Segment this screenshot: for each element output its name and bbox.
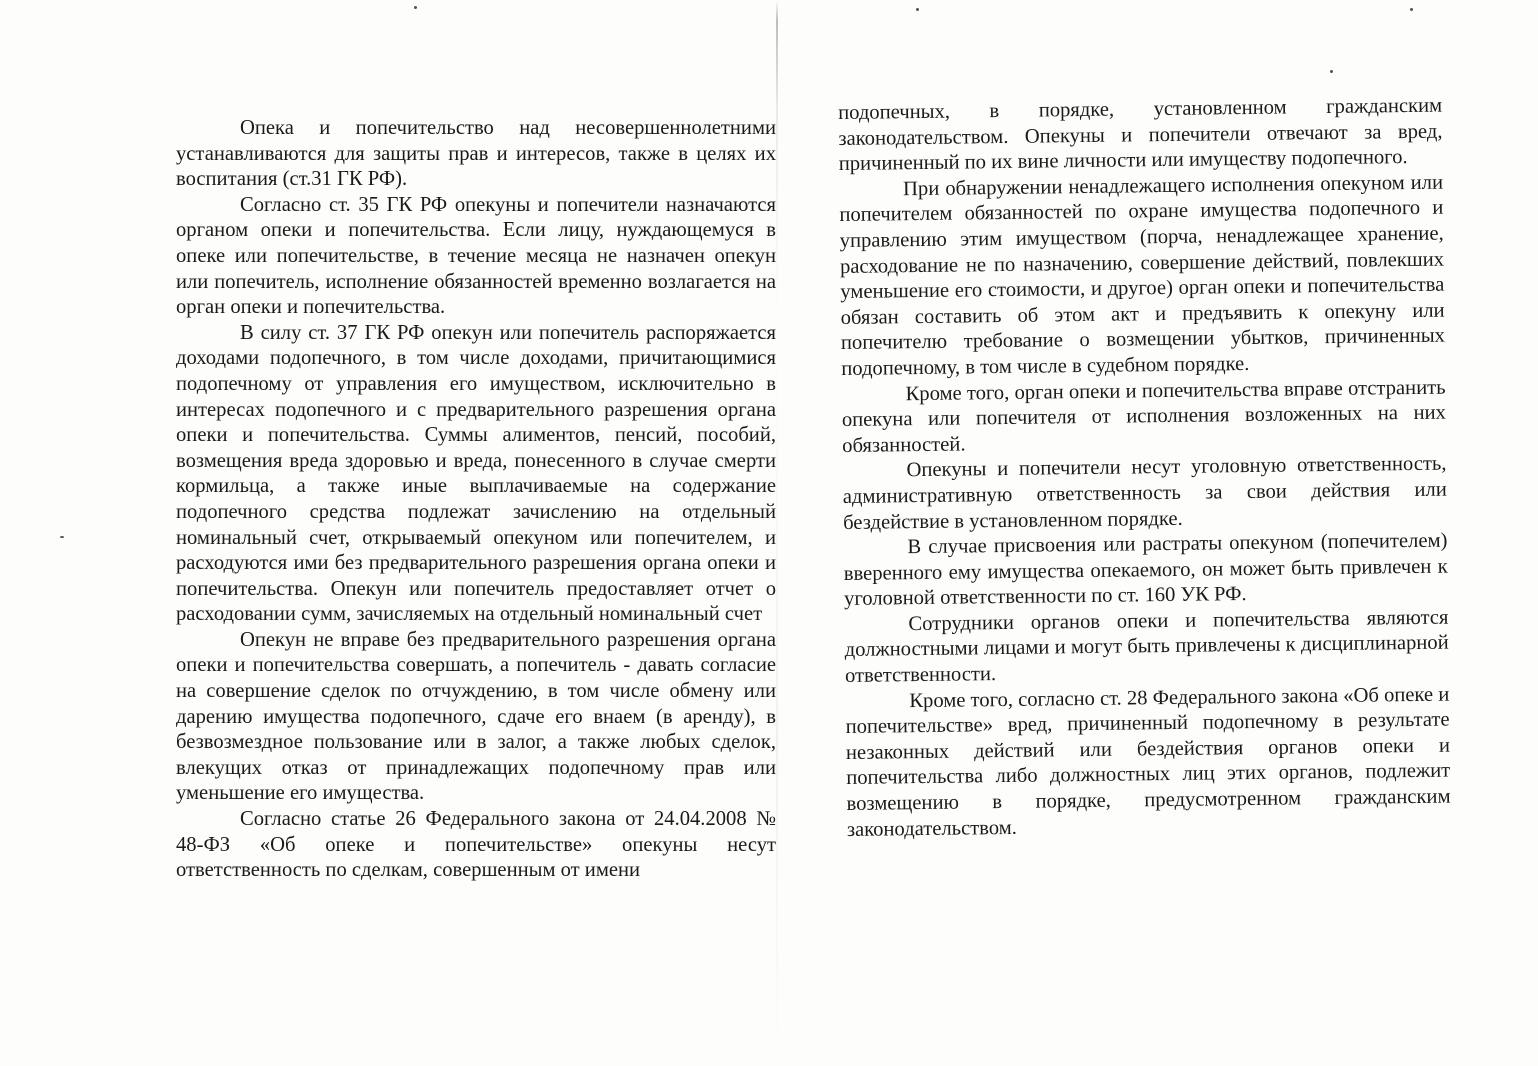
paragraph: Согласно статье 26 Федерального закона от 24.04.2008 № 48-ФЗ «Об опеке и попечительстве» опекуны несут ответственность по сделкам, совершенным от имени bbox=[176, 808, 776, 882]
paragraph: Кроме того, орган опеки и попечительства вправе отстранить опекуна или попечителя от исполнения возложенных на них обязанностей. bbox=[841, 376, 1446, 457]
paragraph: Опекун не вправе без предварительного разрешения органа опеки и попечительства совершать, а попечитель - давать согласие на совершение сделок по отчуждению, в том числе обмену или дарению имущества подопечного, сдаче его внаем (в аренду), в безвозмездное пользование или в залог, а также любых сделок, влекущих отказ от принадлежащих подопечному прав или уменьшение его имущества. bbox=[176, 628, 776, 805]
scan-speck bbox=[60, 536, 64, 538]
paragraph-continuation: подопечных, в порядке, установленном гражданским законодательством. Опекуны и попечители отвечают за вред, причиненный по их вине личности или имуществу подопечного. bbox=[838, 94, 1443, 176]
paragraph: При обнаружении ненадлежащего исполнения опекуном или попечителем обязанностей по охране имущества подопечного и управлению этим имуществом (порча, ненадлежащее хранение, расходование не по назначению, совершение действий, повлекших уменьшение его стоимости, и другое) орган опеки и попечительства обязан составить об этом акт и предъявить к опекуну или попечителю требование о возмещении убытков, причиненных подопечному, в том числе в судебном порядке. bbox=[839, 171, 1446, 380]
right-page-text bbox=[838, 94, 1451, 844]
scan-speck bbox=[916, 8, 919, 11]
scan-speck bbox=[1410, 8, 1413, 11]
paragraph: Кроме того, согласно ст. 28 Федерального закона «Об опеке и попечительстве» вред, причиненный подопечному в результате незаконных действий или бездействия органов опеки и попечительства либо должностных лиц этих органов, подлежит возмещению в порядке, предусмотренном гражданским законодательством. bbox=[845, 683, 1451, 841]
scan-speck bbox=[1330, 70, 1333, 73]
paragraph: Сотрудники органов опеки и попечительства являются должностными лицами и могут быть привлечены к дисциплинарной ответственности. bbox=[844, 606, 1449, 688]
paragraph: В случае присвоения или растраты опекуном (попечителем) вверенного ему имущества опекаемого, он может быть привлечен к уголовной ответственности по ст. 160 УК РФ. bbox=[843, 529, 1448, 611]
paragraph: Согласно ст. 35 ГК РФ опекуны и попечители назначаются органом опеки и попечительства. Если лицу, нуждающемуся в опеке или попечительстве, в течение месяца не назначен опекун или попечитель, исполнение обязанностей временно возлагается на орган опеки и попечительства. bbox=[176, 193, 776, 319]
left-page-text bbox=[176, 116, 776, 884]
paragraph: Опека и попечительство над несовершеннолетними устанавливаются для защиты прав и интересов, также в целях их воспитания (ст.31 ГК РФ). bbox=[176, 117, 776, 191]
paragraph: В силу ст. 37 ГК РФ опекун или попечитель распоряжается доходами подопечного, в том числе доходами, причитающимися подопечному от управления его имуществом, исключительно в интересах подопечного и с предварительного разрешения органа опеки и попечительства. Суммы алиментов, пенсий, пособий, возмещения вреда здоровью и вреда, понесенного в случае смерти кормильца, а также иные выплачиваемые на содержание подопечного средства подлежат зачислению на отдельный номинальный счет, открываемый опекуном или попечителем, и расходуются ими без предварительного разрешения органа опеки и попечительства. Опекун или попечитель предоставляет отчет о расходовании сумм, зачисляемых на отдельный номинальный счет bbox=[176, 321, 776, 626]
page-fold-line bbox=[776, 0, 778, 1066]
paragraph: Опекуны и попечители несут уголовную ответственность, административную ответственность за свои действия или бездействие в установленном порядке. bbox=[842, 452, 1447, 534]
scan-speck bbox=[414, 6, 417, 9]
